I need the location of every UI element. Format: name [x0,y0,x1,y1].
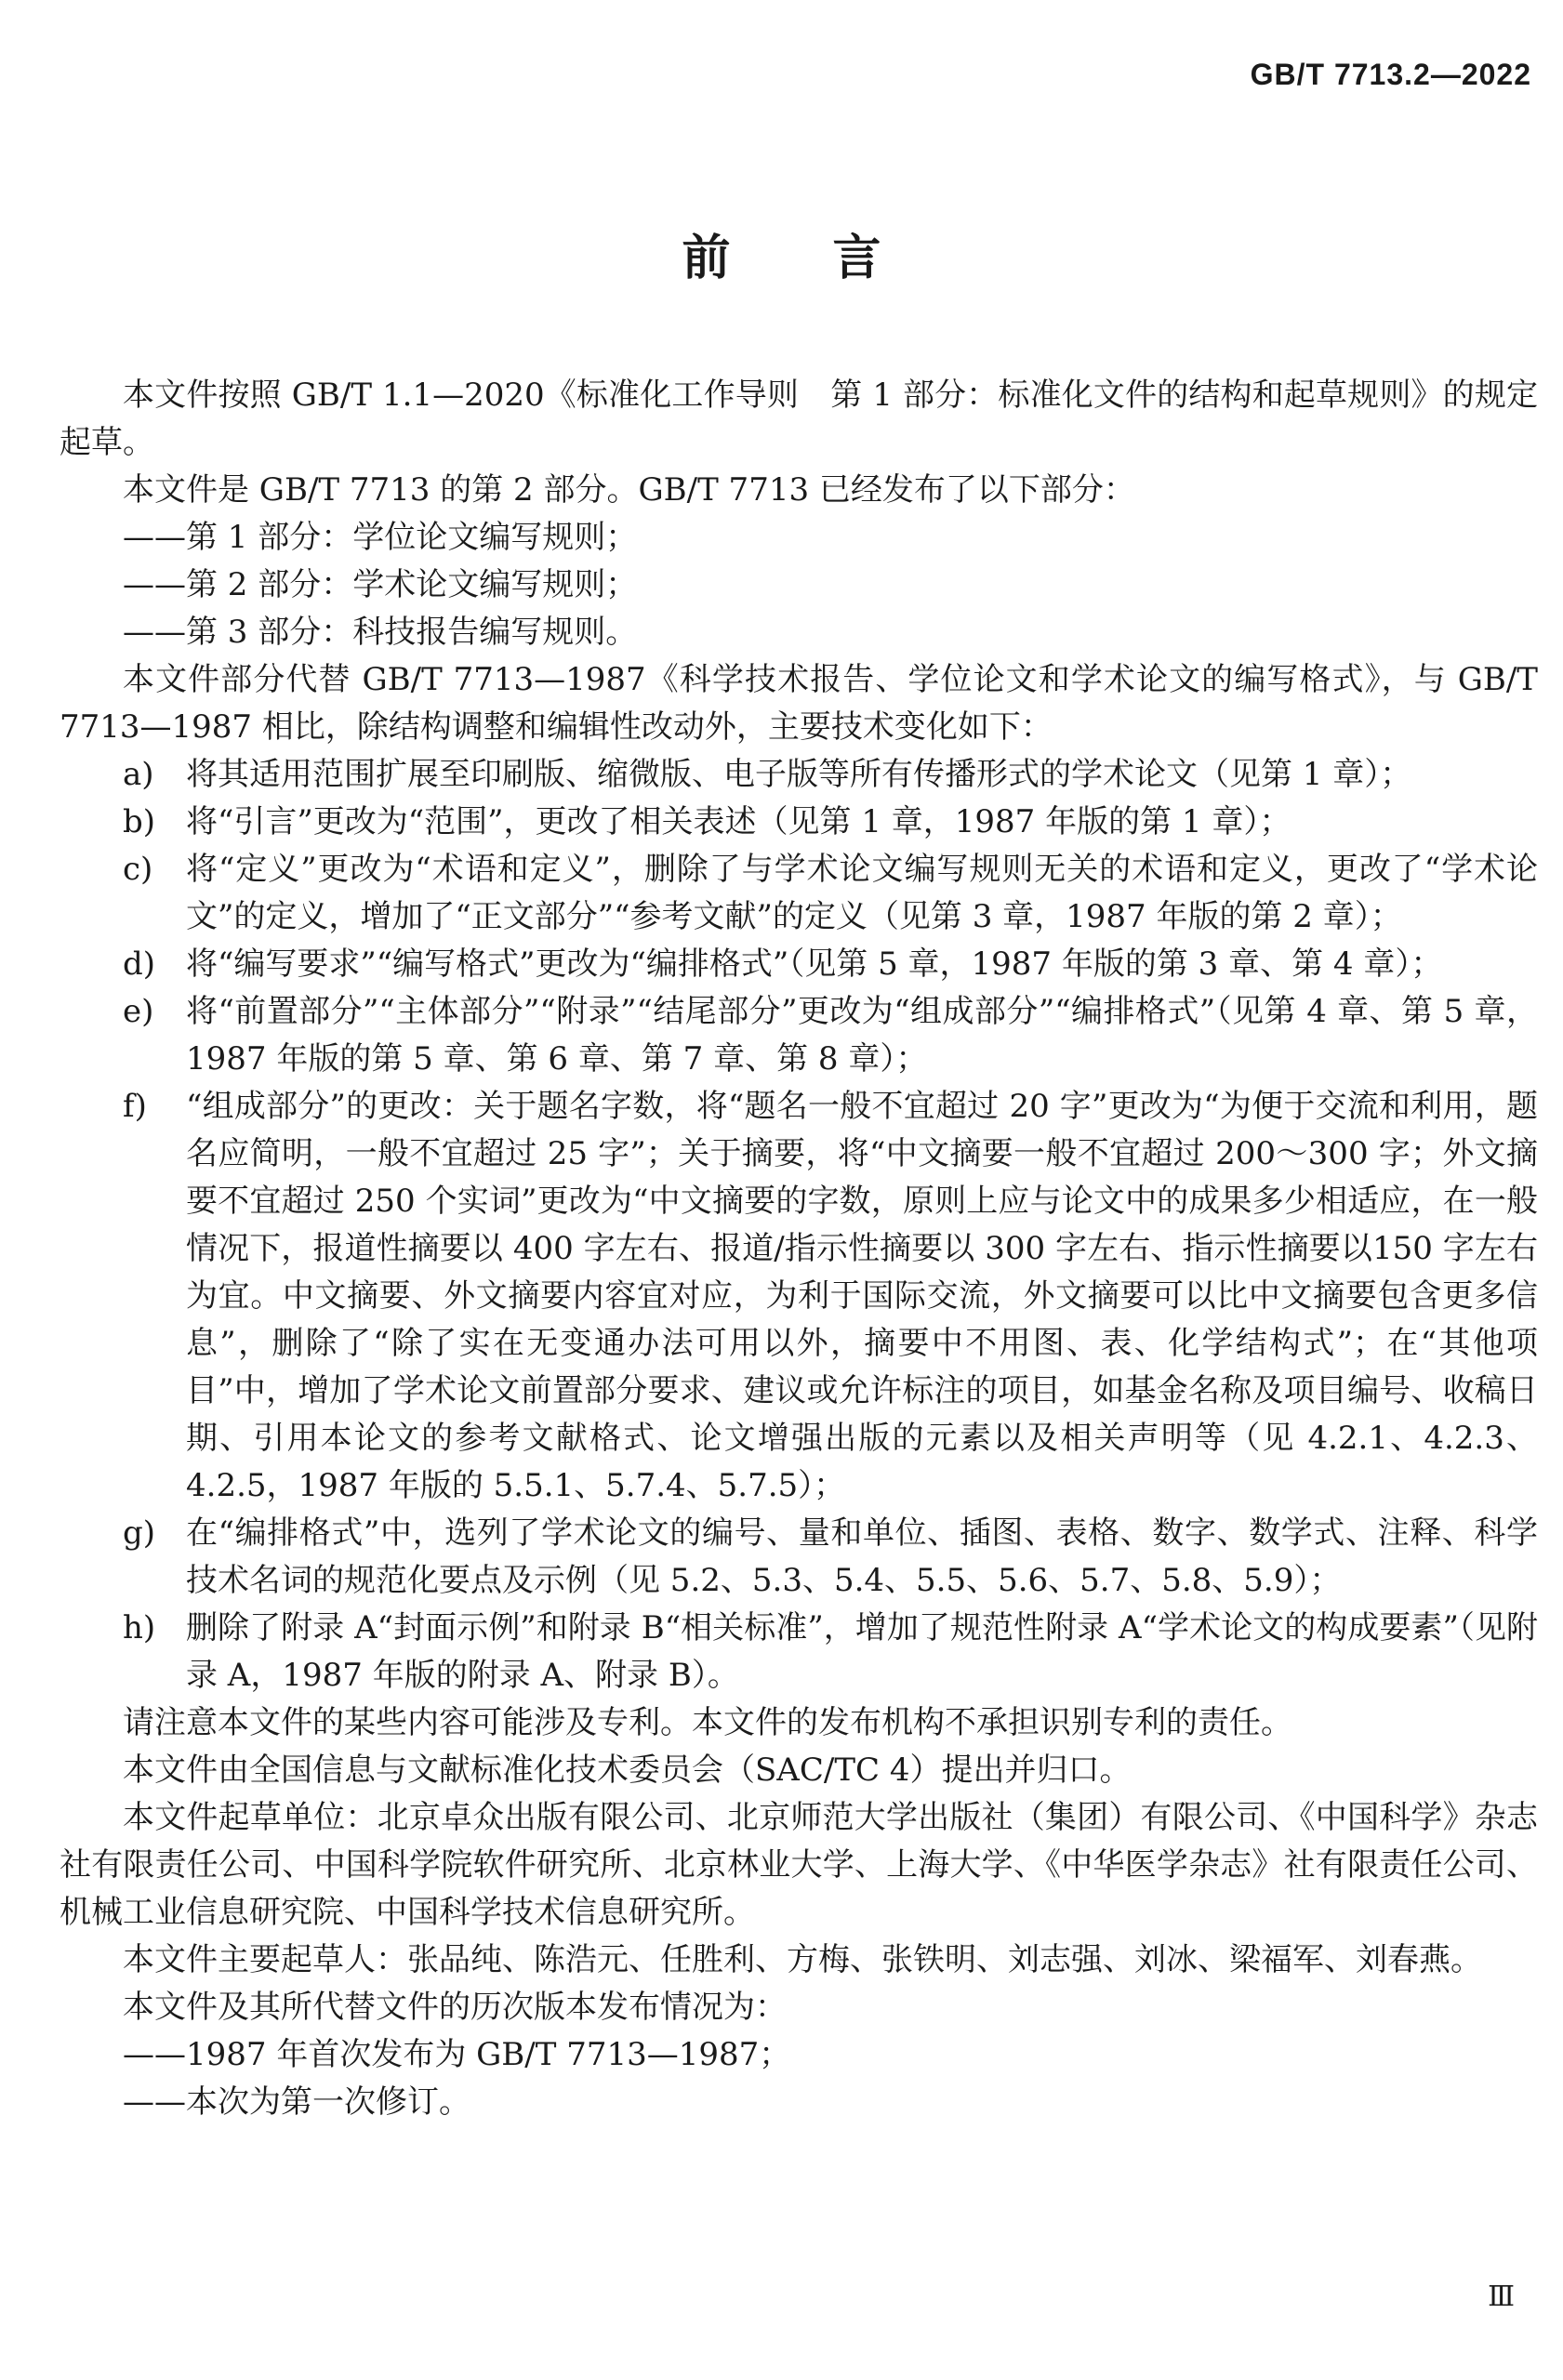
change-item-text: 将“定义”更改为“术语和定义”，删除了与学术论文编写规则无关的术语和定义，更改了“学术论文”的定义，增加了“正文部分”“参考文献”的定义（见第 3 章，1987 年版的第 2 章）； [186,851,1538,935]
change-item-mark: d) [123,945,156,983]
history-item: ——本次为第一次修订。 [123,2083,470,2121]
history-intro: 本文件及其所代替文件的历次版本发布情况为： [123,1989,787,2026]
intro-paragraph: 本文件按照 GB/T 1.1—2020《标准化工作导则 第 1 部分：标准化文件的结构和起草规则》的规定起草。 [60,377,1538,461]
proposer-paragraph: 本文件由全国信息与文献标准化技术委员会（SAC/TC 4）提出并归口。 [123,1752,1132,1789]
history-item: ——1987 年首次发布为 GB/T 7713—1987； [123,2036,791,2073]
change-item-mark: c) [123,851,153,888]
drafters-paragraph: 本文件主要起草人：张品纯、陈浩元、任胜利、方梅、张铁明、刘志强、刘冰、梁福军、刘春燕。 [123,1941,1482,1978]
change-item-text: 将“编写要求”“编写格式”更改为“编排格式”（见第 5 章，1987 年版的第 3 章、第 4 章）； [186,945,1443,983]
parts-list-item: ——第 3 部分：科技报告编写规则。 [123,614,638,651]
page-number: Ⅲ [1488,2281,1515,2313]
change-item-text: 将“前置部分”“主体部分”“附录”“结尾部分”更改为“组成部分”“编排格式”（见第 4 章、第 5 章，1987 年版的第 5 章、第 6 章、第 7 章、第 8 章）； [186,993,1538,1078]
change-item-mark: h) [123,1609,156,1646]
change-item [60,1510,1538,1605]
change-item-text: 删除了附录 A“封面示例”和附录 B“相关标准”，增加了规范性附录 A“学术论文的构成要素”（见附录 A，1987 年版的附录 A、附录 B）。 [186,1609,1538,1694]
change-item [60,941,1538,988]
change-item-text: 将其适用范围扩展至印刷版、缩微版、电子版等所有传播形式的学术论文（见第 1 章）； [186,756,1412,793]
patent-notice: 请注意本文件的某些内容可能涉及专利。本文件的发布机构不承担识别专利的责任。 [123,1704,1292,1741]
change-item [60,799,1538,846]
document-body [60,372,1538,2126]
standard-code: GB/T 7713.2—2022 [1250,58,1531,91]
replacement-paragraph: 本文件部分代替 GB/T 7713—1987《科学技术报告、学位论文和学术论文的编写格式》，与 GB/T 7713—1987 相比，除结构调整和编辑性改动外，主要技术变化如下： [60,661,1538,746]
intro-paragraph: 本文件是 GB/T 7713 的第 2 部分。GB/T 7713 已经发布了以下部分： [123,471,1135,509]
change-item [60,988,1538,1083]
change-item-mark: b) [123,803,156,840]
drafting-units-paragraph: 本文件起草单位：北京卓众出版有限公司、北京师范大学出版社（集团）有限公司、《中国科学》杂志社有限责任公司、中国科学院软件研究所、北京林业大学、上海大学、《中华医学杂志》社有限责任公司、机械工业信息研究院、中国科学技术信息研究所。 [60,1799,1538,1931]
page-title: 前言 [682,231,984,286]
change-item [60,751,1538,799]
parts-list-item: ——第 1 部分：学位论文编写规则； [123,519,638,556]
change-item [60,846,1538,941]
change-item [60,1083,1538,1510]
change-item-mark: f) [123,1088,147,1125]
parts-list-item: ——第 2 部分：学术论文编写规则； [123,566,638,603]
change-item-text: 将“引言”更改为“范围”，更改了相关表述（见第 1 章，1987 年版的第 1 章）； [186,803,1291,840]
change-item-mark: a) [123,756,154,793]
change-item [60,1605,1538,1699]
change-item-text: “组成部分”的更改：关于题名字数，将“题名一般不宜超过 20 字”更改为“为便于交流和利用，题名应简明，一般不宜超过 25 字”；关于摘要，将“中文摘要一般不宜超过 200～300 字；外文摘要不宜超过 250 个实词”更改为“中文摘要的字数，原则上应与论文中的成果多少相适应，在一般情况下，报道性摘要以 400 字左右、报道/指示性摘要以 300 字左右、指示性摘要以150 字左右为宜。中文摘要、外文摘要内容宜对应，为利于国际交流，外文摘要可以比中文摘要包含更多信息”，删除了“除了实在无变通办法可用以外，摘要中不用图、表、化学结构式”；在“其他项目”中，增加了学术论文前置部分要求、建议或允许标注的项目，如基金名称及项目编号、收稿日期、引用本论文的参考文献格式、论文增强出版的元素以及相关声明等（见 4.2.1、4.2.3、4.2.5，1987 年版的 5.5.1、5.7.4、5.7.5）； [186,1088,1538,1504]
change-item-mark: e) [123,993,154,1030]
change-item-text: 在“编排格式”中，选列了学术论文的编号、量和单位、插图、表格、数字、数学式、注释、科学技术名词的规范化要点及示例（见 5.2、5.3、5.4、5.5、5.6、5.7、5.8、5.9）； [186,1514,1538,1599]
change-item-mark: g) [123,1514,156,1552]
